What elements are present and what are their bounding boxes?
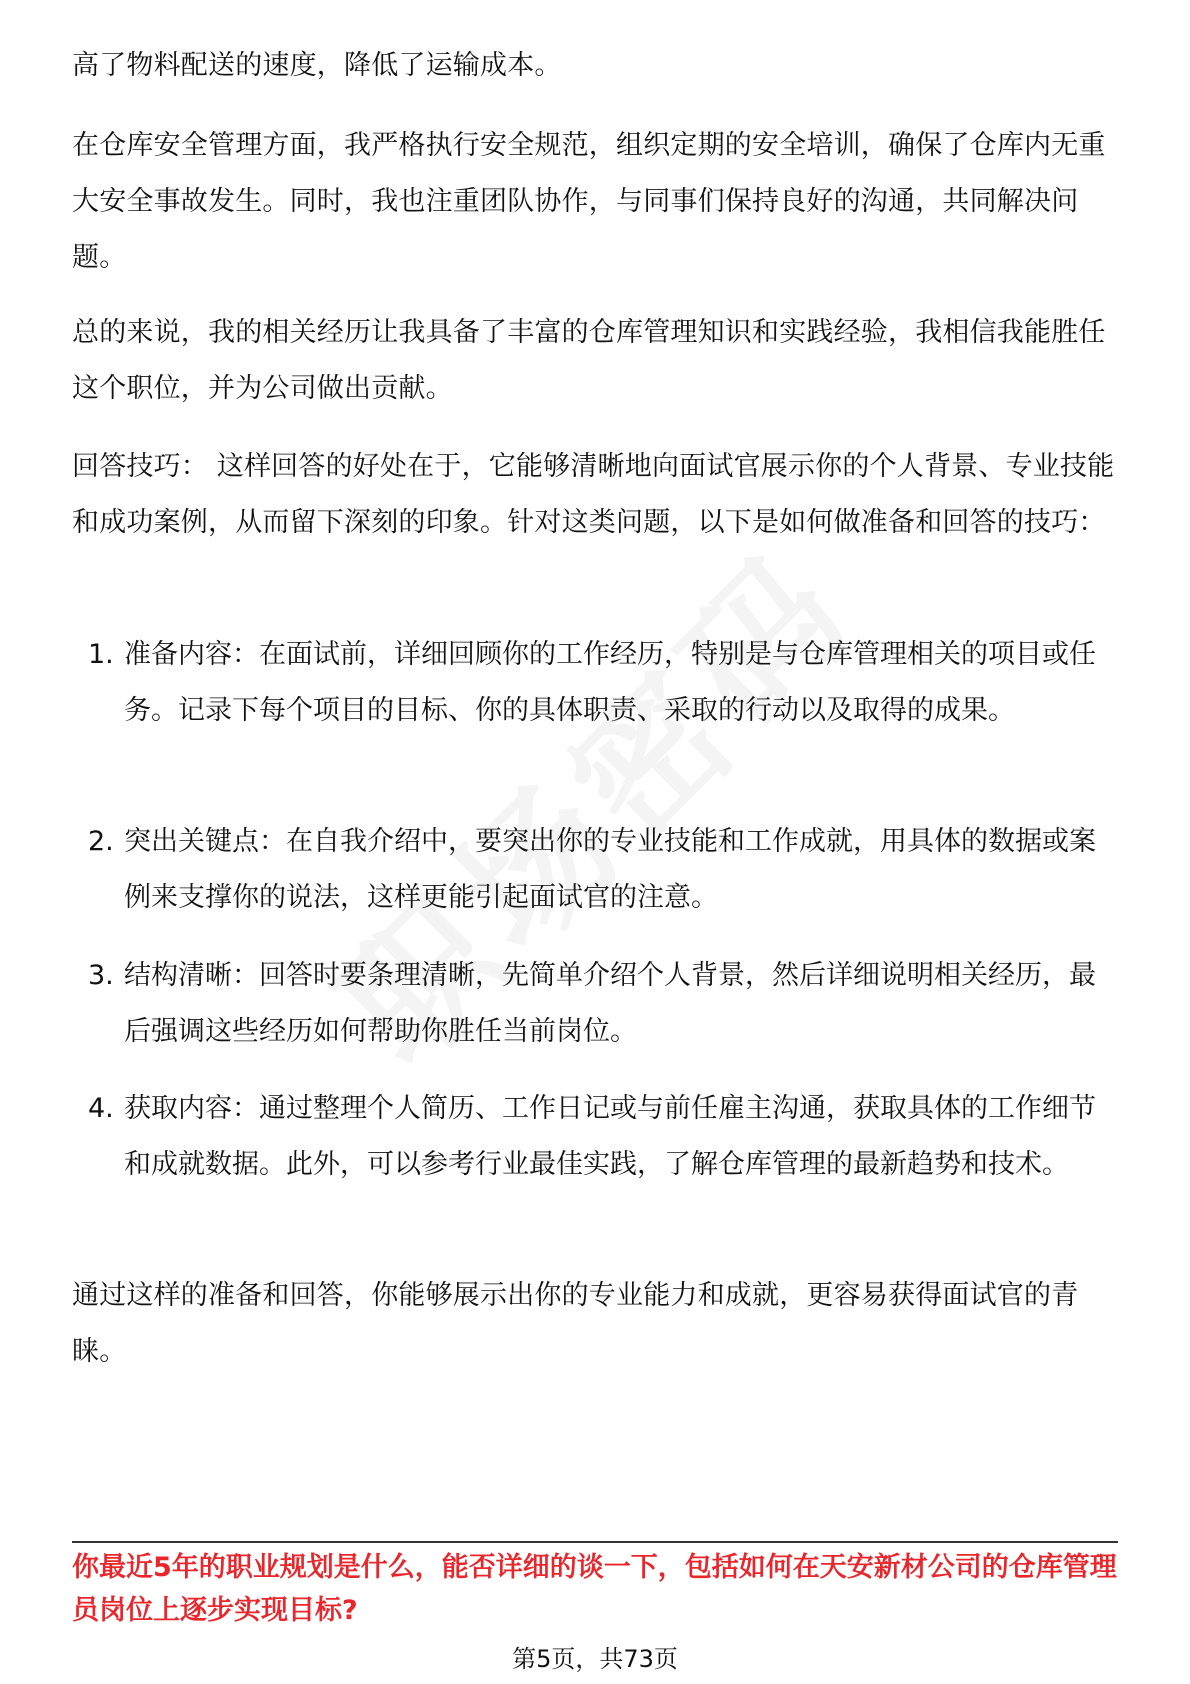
list-number: 1. [88,639,114,670]
list-text: 突出关键点：在自我介绍中，要突出你的专业技能和工作成就，用具体的数据或案例来支撑你的说法，这样更能引起面试官的注意。 [124,826,1096,913]
list-number: 2. [88,826,114,857]
list-text: 准备内容：在面试前，详细回顾你的工作经历，特别是与仓库管理相关的项目或任务。记录下每个项目的目标、你的具体职责、采取的行动以及取得的成果。 [124,639,1096,726]
list-text: 获取内容：通过整理个人简历、工作日记或与前任雇主沟通，获取具体的工作细节和成就数据。此外，可以参考行业最佳实践，了解仓库管理的最新趋势和技术。 [124,1093,1096,1180]
paragraph-summary: 总的来说，我的相关经历让我具备了丰富的仓库管理知识和实践经验，我相信我能胜任这个职位，并为公司做出贡献。 [72,317,1106,404]
list-text: 结构清晰：回答时要条理清晰，先简单介绍个人背景，然后详细说明相关经历，最后强调这些经历如何帮助你胜任当前岗位。 [124,960,1096,1047]
paragraph-continuation: 高了物料配送的速度，降低了运输成本。 [72,50,562,81]
paragraph-answer-tips: 回答技巧： 这样回答的好处在于，它能够清晰地向面试官展示你的个人背景、专业技能和成功案例，从而留下深刻的印象。针对这类问题，以下是如何做准备和回答的技巧： [72,451,1115,538]
divider [72,1541,1118,1543]
next-question-heading: 你最近5年的职业规划是什么，能否详细的谈一下，包括如何在天安新材公司的仓库管理员岗位上逐步实现目标? [72,1552,1117,1626]
paragraph-safety: 在仓库安全管理方面，我严格执行安全规范，组织定期的安全培训，确保了仓库内无重大安全事故发生。同时，我也注重团队协作，与同事们保持良好的沟通，共同解决问题。 [72,130,1106,273]
list-number: 3. [88,960,114,991]
list-number: 4. [88,1093,114,1124]
page-number: 第5页，共73页 [512,1645,678,1673]
paragraph-closing: 通过这样的准备和回答，你能够展示出你的专业能力和成就，更容易获得面试官的青睐。 [72,1280,1079,1367]
document-page [72,0,1118,1684]
